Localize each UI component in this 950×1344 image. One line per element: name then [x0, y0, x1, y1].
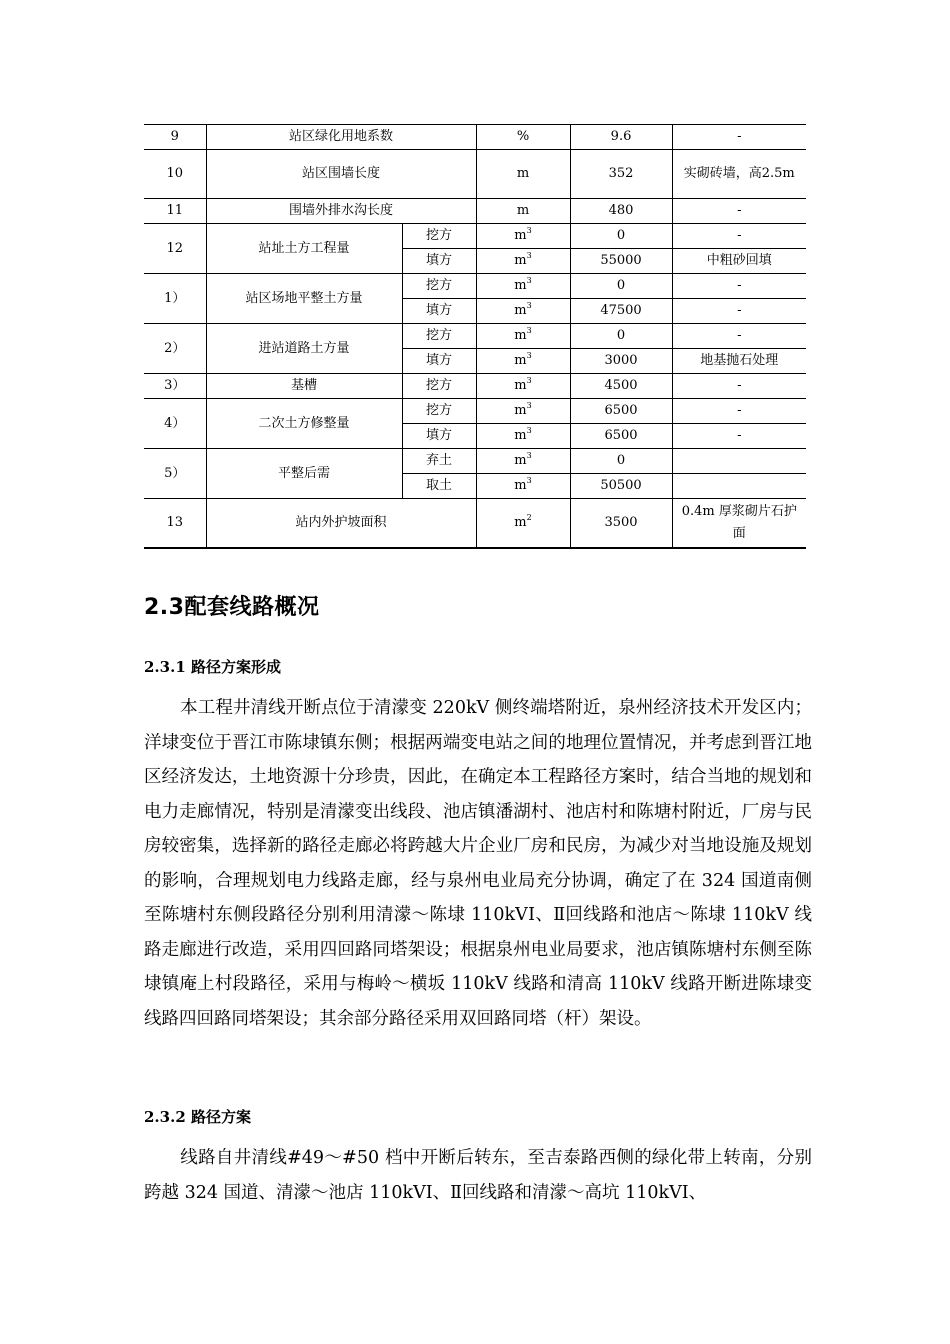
value: 0	[570, 449, 672, 474]
item-name: 进站道路土方量	[206, 324, 402, 374]
earthwork-type: 取土	[402, 474, 476, 499]
earthwork-type: 填方	[402, 349, 476, 374]
table-row	[144, 224, 806, 249]
earthwork-type: 弃土	[402, 449, 476, 474]
unit: m	[476, 150, 570, 199]
item-name: 站区围墙长度	[206, 150, 476, 199]
note: 地基抛石处理	[672, 349, 806, 374]
item-name: 站区绿化用地系数	[206, 125, 476, 150]
unit: %	[476, 125, 570, 150]
row-number: 5）	[144, 449, 206, 499]
row-number: 1）	[144, 274, 206, 324]
paragraph-route-plan	[144, 1141, 812, 1210]
land-statistics-table	[144, 124, 806, 549]
earthwork-type: 挖方	[402, 324, 476, 349]
paragraph-text: 线路自井清线#49～#50 档中开断后转东，至吉泰路西侧的绿化带上转南，分别跨越 324 国道、清濛～池店 110kVⅠ、Ⅱ回线路和清濛～高坑 110kVⅠ、	[144, 1148, 812, 1203]
note: 实砌砖墙，高2.5m	[672, 150, 806, 199]
value: 4500	[570, 374, 672, 399]
unit: $m^3$	[476, 349, 570, 374]
unit: $m^3$	[476, 449, 570, 474]
paragraph-route-formation	[144, 691, 812, 1036]
unit: $m^3$	[476, 299, 570, 324]
table-row	[144, 374, 806, 399]
unit: $m^3$	[476, 474, 570, 499]
unit: m	[476, 199, 570, 224]
table-row	[144, 274, 806, 299]
value: 55000	[570, 249, 672, 274]
row-number: 2）	[144, 324, 206, 374]
paragraph-text: 本工程井清线开断点位于清濛变 220kV 侧终端塔附近，泉州经济技术开发区内；洋埭变位于晋江市陈埭镇东侧；根据两端变电站之间的地理位置情况，并考虑到晋江地区经济发达，土地资源十分珍贵，因此，在确定本工程路径方案时，结合当地的规划和电力走廊情况，特别是清濛变出线段、池店镇潘湖村、池店村和陈塘村附近，厂房与民房较密集，选择新的路径走廊必将跨越大片企业厂房和民房，为减少对当地设施及规划的影响，合理规划电力线路走廊，经与泉州电业局充分协调，确定了在 324 国道南侧至陈塘村东侧段路径分别利用清濛～陈埭 110kVⅠ、Ⅱ回线路和池店～陈埭 110kV 线路走廊进行改造，采用四回路同塔架设；根据泉州电业局要求，池店镇陈塘村东侧至陈埭镇庵上村段路径，采用与梅岭～横坂 110kV 线路和清高 110kV 线路开断进陈埭变线路四回路同塔架设；其余部分路径采用双回路同塔（杆）架设。	[144, 698, 812, 1029]
value: 50500	[570, 474, 672, 499]
unit: $m^2$	[476, 499, 570, 549]
note: 0.4m 厚浆砌片石护面	[672, 499, 806, 549]
earthwork-type: 填方	[402, 299, 476, 324]
earthwork-type: 填方	[402, 424, 476, 449]
note: -	[672, 324, 806, 349]
item-name: 平整后需	[206, 449, 402, 499]
value: 6500	[570, 399, 672, 424]
unit: $m^3$	[476, 374, 570, 399]
row-number: 12	[144, 224, 206, 274]
item-name: 站内外护坡面积	[206, 499, 476, 549]
note: -	[672, 125, 806, 150]
row-number: 3）	[144, 374, 206, 399]
note: -	[672, 399, 806, 424]
item-name: 围墙外排水沟长度	[206, 199, 476, 224]
unit: $m^3$	[476, 424, 570, 449]
table-row	[144, 199, 806, 224]
row-number: 11	[144, 199, 206, 224]
section-title: 2.3配套线路概况	[144, 595, 320, 620]
row-number: 9	[144, 125, 206, 150]
note	[672, 474, 806, 499]
value: 0	[570, 324, 672, 349]
note: -	[672, 424, 806, 449]
value: 6500	[570, 424, 672, 449]
item-name: 基槽	[206, 374, 402, 399]
note	[672, 449, 806, 474]
note: -	[672, 374, 806, 399]
unit: $m^3$	[476, 224, 570, 249]
earthwork-type: 挖方	[402, 374, 476, 399]
table-row	[144, 449, 806, 474]
value: 3000	[570, 349, 672, 374]
table-row	[144, 125, 806, 150]
earthwork-type: 挖方	[402, 274, 476, 299]
unit: $m^3$	[476, 399, 570, 424]
unit: $m^3$	[476, 324, 570, 349]
unit: $m^3$	[476, 249, 570, 274]
value: 0	[570, 224, 672, 249]
table-row	[144, 399, 806, 424]
row-number: 13	[144, 499, 206, 549]
value: 47500	[570, 299, 672, 324]
item-name: 站区场地平整土方量	[206, 274, 402, 324]
note: -	[672, 199, 806, 224]
earthwork-type: 挖方	[402, 224, 476, 249]
note: -	[672, 224, 806, 249]
item-name: 二次土方修整量	[206, 399, 402, 449]
row-number: 4）	[144, 399, 206, 449]
note: -	[672, 299, 806, 324]
subsection-title-route-formation: 2.3.1 路径方案形成	[144, 658, 281, 676]
table-row	[144, 150, 806, 199]
table-row	[144, 499, 806, 549]
earthwork-type: 挖方	[402, 399, 476, 424]
value: 9.6	[570, 125, 672, 150]
item-name: 站址土方工程量	[206, 224, 402, 274]
value: 352	[570, 150, 672, 199]
unit: $m^3$	[476, 274, 570, 299]
table-row	[144, 324, 806, 349]
earthwork-type: 填方	[402, 249, 476, 274]
value: 480	[570, 199, 672, 224]
value: 0	[570, 274, 672, 299]
row-number: 10	[144, 150, 206, 199]
value: 3500	[570, 499, 672, 549]
subsection-title-route-plan: 2.3.2 路径方案	[144, 1108, 251, 1126]
note: -	[672, 274, 806, 299]
note: 中粗砂回填	[672, 249, 806, 274]
